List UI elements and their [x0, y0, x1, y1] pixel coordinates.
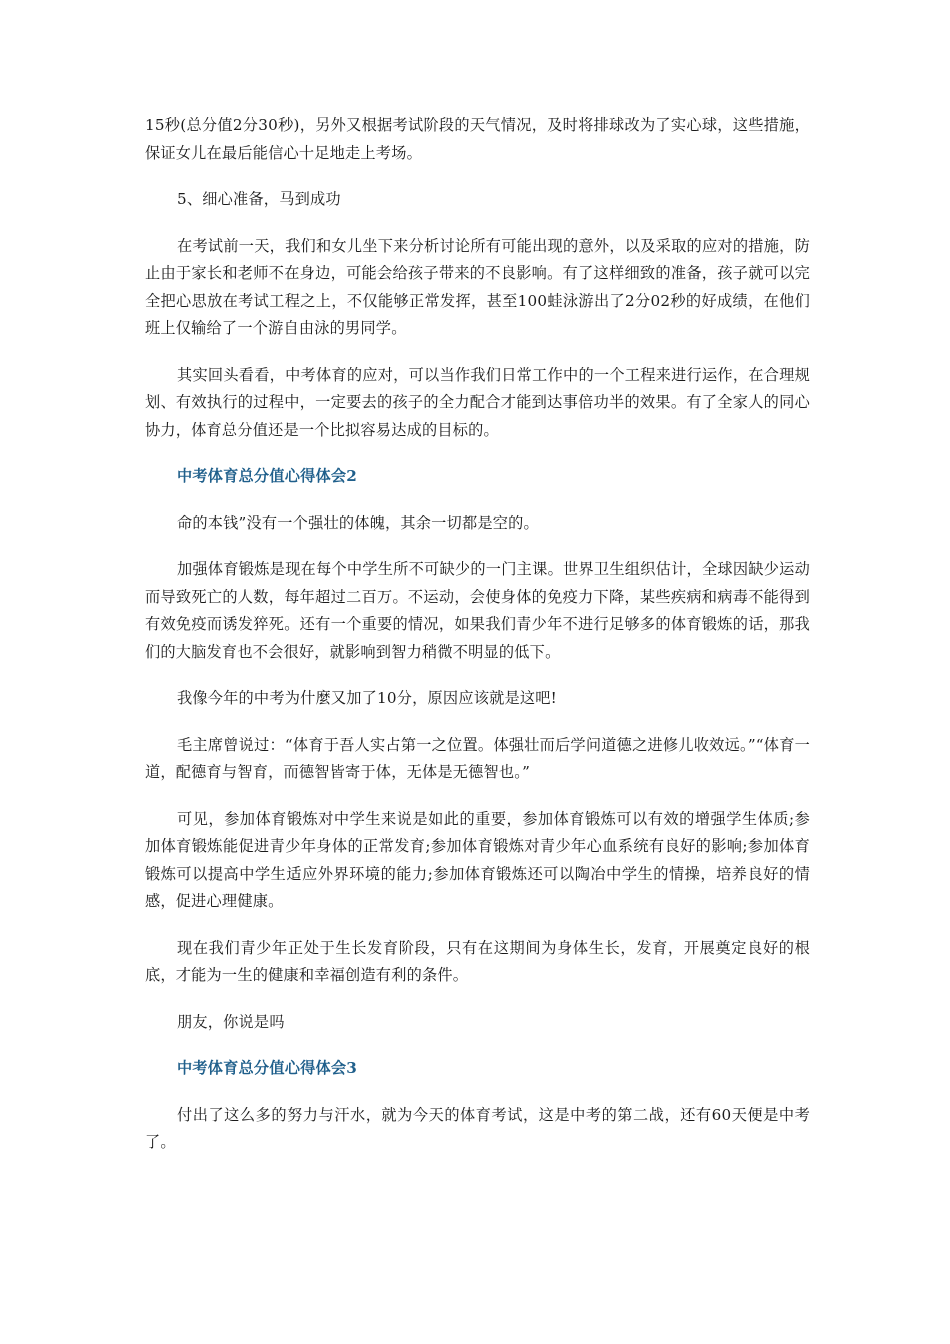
paragraph-exercise-importance: 加强体育锻炼是现在每个中学生所不可缺少的一门主课。世界卫生组织估计，全球因缺少运动而导致死亡的人数，每年超过二百万。不运动，会使身体的免疫力下降，某些疾病和病毒不能得到有效免疫而诱发猝死。还有一个重要的情况，如果我们青少年不进行足够多的体育锻炼的话，那我们的大脑发育也不会很好，就影响到智力稍微不明显的低下。	[145, 560, 810, 661]
paragraph-closing-question: 朋友，你说是吗	[177, 1012, 285, 1031]
paragraph-quote: 毛主席曾说过：“体育于吾人实占第一之位置。体强壮而后学问道德之进修儿收效远。”“体育一道，配德育与智育，而德智皆寄于体，无体是无德智也。”	[145, 735, 810, 781]
paragraph-continuation: 15秒(总分值2分30秒)，另外又根据考试阶段的天气情况，及时将排球改为了实心球，这些措施，保证女儿在最后能信心十足地走上考场。	[145, 116, 810, 162]
paragraph-benefits: 可见，参加体育锻炼对中学生来说是如此的重要，参加体育锻炼可以有效的增强学生体质;参加体育锻炼能促进青少年身体的正常发育;参加体育锻炼对青少年心血系统有良好的影响;参加体育锻炼可以提高中学生适应外界环境的能力;参加体育锻炼还可以陶冶中学生的情操，培养良好的情感，促进心理健康。	[145, 809, 810, 910]
paragraph-preparation: 在考试前一天，我们和女儿坐下来分析讨论所有可能出现的意外，以及采取的应对的措施，防止由于家长和老师不在身边，可能会给孩子带来的不良影响。有了这样细致的准备，孩子就可以完全把心思放在考试工程之上，不仅能够正常发挥，甚至100蛙泳游出了2分02秒的好成绩，在他们班上仅输给了一个游自由泳的男同学。	[145, 236, 810, 337]
section-heading-3: 中考体育总分值心得体会3	[177, 1059, 358, 1077]
section-heading-2: 中考体育总分值心得体会2	[177, 467, 358, 485]
paragraph-growth-stage: 现在我们青少年正处于生长发育阶段，只有在这期间为身体生长，发育，开展奠定良好的根底，才能为一生的健康和幸福创造有利的条件。	[145, 938, 810, 984]
document-body	[145, 112, 810, 1176]
paragraph-step-5-title: 5、细心准备，马到成功	[177, 190, 341, 208]
paragraph-body-foundation: 命的本钱”没有一个强壮的体魄，其余一切都是空的。	[177, 513, 539, 532]
paragraph-effort: 付出了这么多的努力与汗水，就为今天的体育考试，这是中考的第二战，还有60天便是中考了。	[145, 1105, 810, 1151]
paragraph-reflection: 其实回头看看，中考体育的应对，可以当作我们日常工作中的一个工程来进行运作，在合理规划、有效执行的过程中，一定要去的孩子的全力配合才能到达事倍功半的效果。有了全家人的同心协力，体育总分值还是一个比拟容易达成的目标的。	[145, 365, 810, 439]
paragraph-extra-points: 我像今年的中考为什麼又加了10分，原因应该就是这吧!	[177, 689, 557, 707]
